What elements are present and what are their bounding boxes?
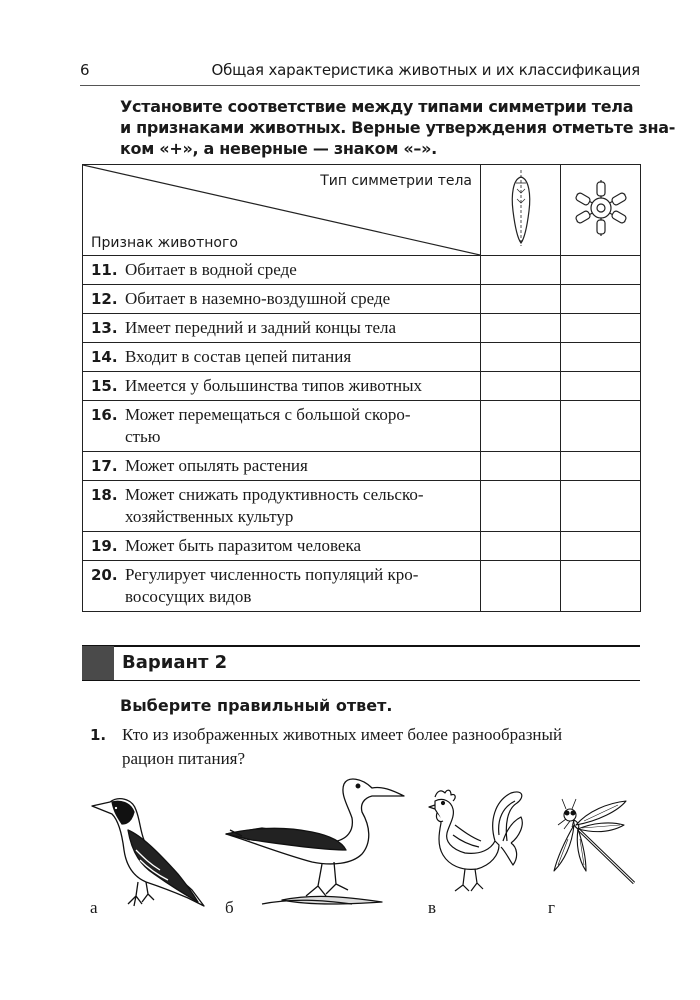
instruction-line: и признаками животных. Верные утверждения отметьте зна- — [120, 118, 676, 137]
rooster-icon[interactable] — [425, 785, 527, 897]
row-text-continuation: вососущих видов — [125, 587, 252, 606]
header-symmetry-label: Тип симметрии тела — [320, 173, 472, 189]
row-text: Может быть паразитом человека — [125, 536, 362, 555]
option-label-v: в — [428, 898, 437, 917]
matching-table — [82, 164, 641, 612]
dragonfly-icon[interactable] — [548, 795, 640, 887]
row-number: 13. — [91, 319, 118, 337]
answer-cell-bilateral[interactable] — [481, 256, 561, 285]
crow-icon[interactable] — [88, 790, 210, 915]
column-radial — [561, 165, 641, 256]
running-title: Общая характеристика животных и их классификация — [211, 61, 640, 79]
answer-cell-bilateral[interactable] — [481, 343, 561, 372]
radial-symmetry-icon — [569, 176, 633, 240]
row-number: 15. — [91, 377, 118, 395]
row-text: Может перемещаться с большой скоро- — [125, 405, 411, 424]
answer-cell-radial[interactable] — [561, 561, 641, 612]
task-subheading: Выберите правильный ответ. — [120, 696, 393, 715]
table-row — [83, 256, 641, 285]
answer-cell-radial[interactable] — [561, 314, 641, 343]
answer-cell-radial[interactable] — [561, 532, 641, 561]
row-statement — [83, 372, 481, 401]
answer-cell-radial[interactable] — [561, 256, 641, 285]
answer-cell-bilateral[interactable] — [481, 532, 561, 561]
row-statement — [83, 314, 481, 343]
page-header — [80, 61, 640, 83]
question-number: 1. — [90, 726, 107, 744]
table-row — [83, 532, 641, 561]
row-text: Может опылять растения — [125, 456, 308, 475]
row-statement — [83, 285, 481, 314]
row-text: Регулирует численность популяций кро- — [125, 565, 419, 584]
task-instruction — [120, 96, 676, 159]
question-line: рацион питания? — [122, 749, 246, 768]
answer-cell-bilateral[interactable] — [481, 561, 561, 612]
instruction-line: Установите соответствие между типами симметрии тела — [120, 97, 634, 116]
answer-cell-radial[interactable] — [561, 285, 641, 314]
row-text: Входит в состав цепей питания — [125, 347, 352, 366]
instruction-line: ком «+», а неверные — знаком «–». — [120, 139, 437, 158]
answer-cell-bilateral[interactable] — [481, 481, 561, 532]
option-label-g: г — [548, 898, 555, 917]
table-row — [83, 372, 641, 401]
row-number: 18. — [91, 486, 118, 504]
option-label-a: а — [90, 898, 98, 917]
variant-marker-block — [82, 646, 114, 680]
table-row — [83, 401, 641, 452]
table-row — [83, 452, 641, 481]
table-row — [83, 481, 641, 532]
page-number: 6 — [80, 61, 90, 79]
row-number: 17. — [91, 457, 118, 475]
row-text: Имеет передний и задний концы тела — [125, 318, 397, 337]
column-bilateral — [481, 165, 561, 256]
answer-cell-radial[interactable] — [561, 481, 641, 532]
header-trait-label: Признак животного — [91, 235, 238, 251]
row-number: 20. — [91, 566, 118, 584]
answer-cell-bilateral[interactable] — [481, 285, 561, 314]
answer-cell-radial[interactable] — [561, 372, 641, 401]
variant-title: Вариант 2 — [122, 652, 228, 673]
row-number: 14. — [91, 348, 118, 366]
row-number: 19. — [91, 537, 118, 555]
table-row — [83, 285, 641, 314]
answer-cell-bilateral[interactable] — [481, 314, 561, 343]
row-number: 11. — [91, 261, 118, 279]
header-diagonal-cell — [83, 165, 481, 256]
row-statement — [83, 256, 481, 285]
row-number: 12. — [91, 290, 118, 308]
row-text: Может снижать продуктивность сельско- — [125, 485, 424, 504]
answer-cell-radial[interactable] — [561, 343, 641, 372]
albatross-icon[interactable] — [222, 770, 406, 910]
row-text: Обитает в водной среде — [125, 260, 297, 279]
row-statement — [83, 343, 481, 372]
answer-cell-bilateral[interactable] — [481, 401, 561, 452]
table-row — [83, 561, 641, 612]
row-text-continuation: хозяйственных культур — [125, 507, 294, 526]
option-label-b: б — [225, 898, 234, 917]
question-line: Кто из изображенных животных имеет более разнообразный — [122, 725, 563, 744]
answer-cell-bilateral[interactable] — [481, 452, 561, 481]
answer-cell-bilateral[interactable] — [481, 372, 561, 401]
variant-rule-bottom — [82, 680, 640, 681]
table-row — [83, 343, 641, 372]
table-header-row — [83, 165, 641, 256]
row-statement — [83, 561, 481, 612]
bilateral-symmetry-icon — [506, 169, 536, 247]
row-statement — [83, 481, 481, 532]
row-statement — [83, 452, 481, 481]
header-rule — [80, 85, 640, 86]
row-statement — [83, 532, 481, 561]
variant-rule-top — [82, 645, 640, 647]
question-text — [122, 723, 642, 771]
row-text: Обитает в наземно-воздушной среде — [125, 289, 391, 308]
table-row — [83, 314, 641, 343]
answer-cell-radial[interactable] — [561, 401, 641, 452]
row-text-continuation: стью — [125, 427, 161, 446]
row-number: 16. — [91, 406, 118, 424]
row-text: Имеется у большинства типов животных — [125, 376, 423, 395]
answer-cell-radial[interactable] — [561, 452, 641, 481]
row-statement — [83, 401, 481, 452]
